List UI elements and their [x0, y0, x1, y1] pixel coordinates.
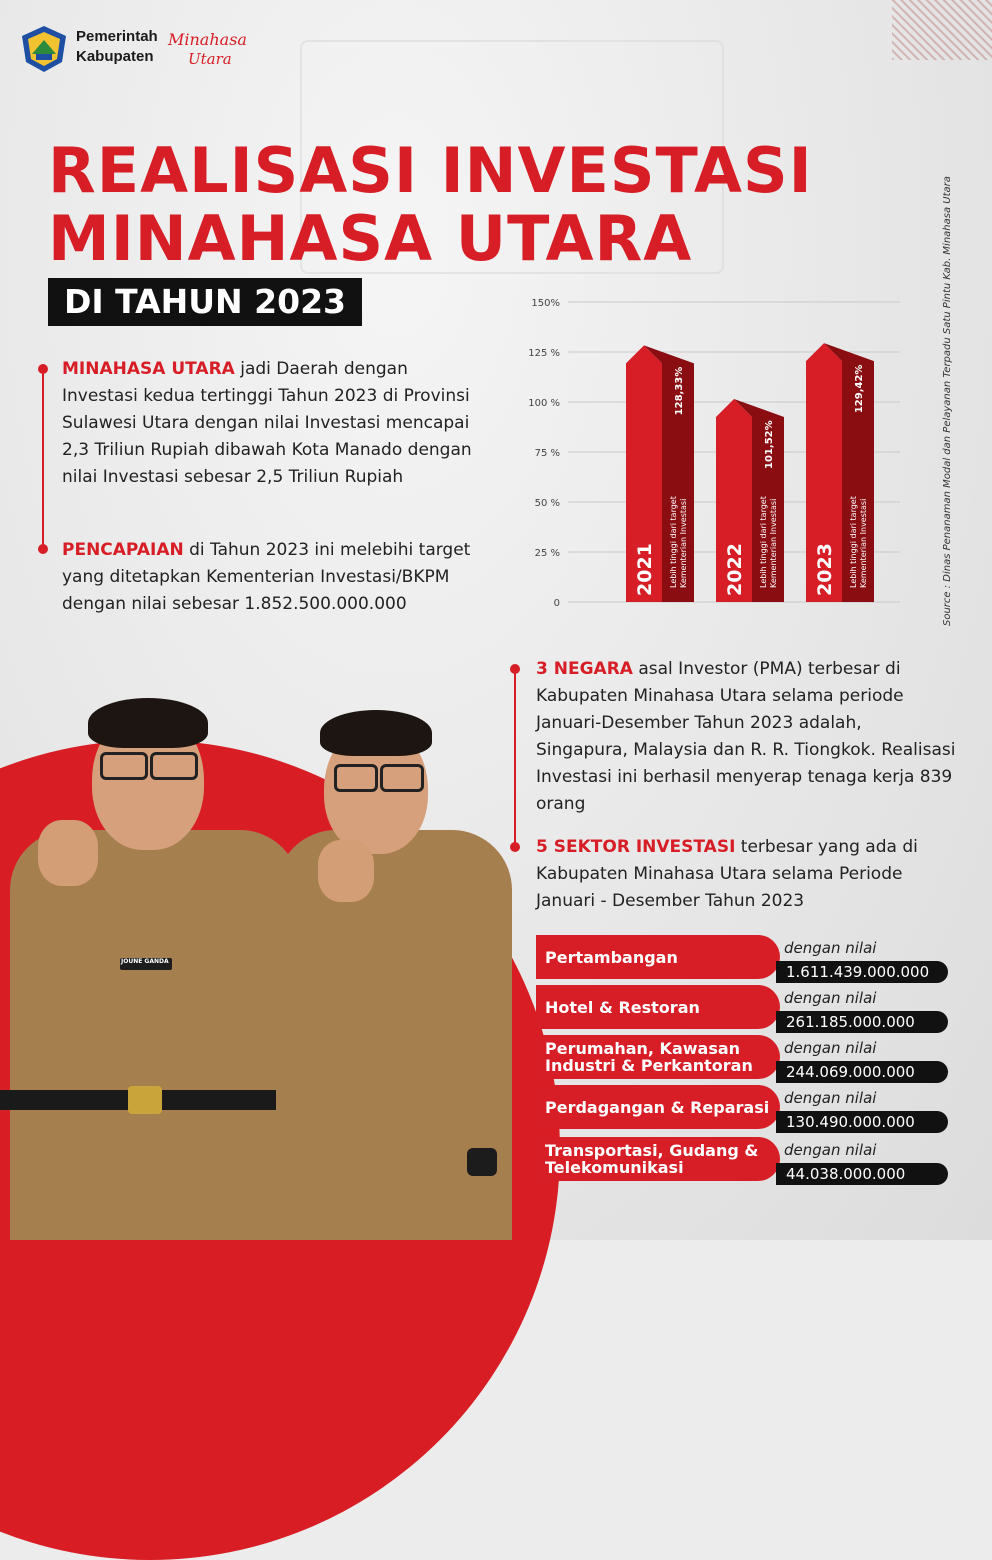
name-tag: JOUNE GANDA: [121, 958, 169, 965]
sector-row: [536, 1137, 948, 1183]
text-segment: 3 NEGARA: [536, 659, 633, 679]
logo-line1: Pemerintah: [76, 28, 158, 45]
y-tick-label: 125 %: [528, 348, 560, 359]
bar-note: Lebih tinggi dari target: [759, 496, 768, 588]
source-note: Source : Dinas Penanaman Modal dan Pelayanan Terpadu Satu Pintu Kab. Minahasa Utara: [942, 176, 953, 626]
text-segment: R. R. Tiongkok: [750, 740, 871, 760]
bullet-line: [42, 368, 44, 546]
bar-note: Lebih tinggi dari target: [849, 496, 858, 588]
text-segment: Malaysia: [633, 740, 708, 760]
bar-note: Kementerian Investasi: [859, 498, 868, 588]
text-segment: 2,5 Triliun Rupiah: [256, 467, 404, 487]
bar-value-label: 128,33%: [674, 366, 685, 416]
text-segment: MINAHASA UTARA: [62, 359, 235, 379]
bar-category-label: 2022: [724, 543, 746, 596]
sector-name: Hotel & Restoran: [536, 985, 780, 1029]
sector-value: 244.069.000.000: [776, 1061, 948, 1083]
sector-row: [536, 1085, 948, 1131]
y-tick-label: 150%: [531, 298, 560, 309]
text-segment: Kementerian Investasi/BKPM: [206, 567, 450, 587]
y-tick-label: 0: [553, 598, 560, 609]
y-tick-label: 25 %: [534, 548, 560, 559]
investor-countries-paragraph: [536, 656, 956, 818]
logo-line2: Kabupaten: [76, 48, 154, 65]
sector-name: Pertambangan: [536, 935, 780, 979]
text-segment: selama periode Januari-Desember Tahun 2023 adalah,: [536, 686, 904, 733]
title-year-badge: DI TAHUN 2023: [48, 278, 362, 326]
bar-note: Kementerian Investasi: [679, 498, 688, 588]
sector-value-label: dengan nilai: [784, 939, 877, 957]
sector-value: 261.185.000.000: [776, 1011, 948, 1033]
official-left-photo: [0, 690, 300, 1240]
text-segment: 1.852.500.000.000: [244, 594, 407, 614]
text-segment: 5 SEKTOR INVESTASI: [536, 837, 736, 857]
text-segment: PENCAPAIAN: [62, 540, 184, 560]
text-segment: asal Investor (PMA) terbesar di Kabupaten: [536, 659, 901, 706]
text-segment: ,: [622, 740, 634, 760]
sector-value: 44.038.000.000: [776, 1163, 948, 1185]
y-tick-label: 50 %: [534, 498, 560, 509]
sector-value-label: dengan nilai: [784, 1141, 877, 1159]
text-segment: Singapura: [536, 740, 623, 760]
text-segment: jadi Daerah dengan Investasi: [62, 359, 408, 406]
sector-value-label: dengan nilai: [784, 1089, 877, 1107]
text-segment: dengan nilai Investasi mencapai: [189, 413, 470, 433]
sector-value-label: dengan nilai: [784, 1039, 877, 1057]
text-segment: Sulawesi Utara: [62, 413, 189, 433]
text-segment: . Realisasi Investasi ini berhasil menyerap tenaga kerja: [536, 740, 956, 787]
logo-script-line1: Minahasa: [168, 30, 247, 49]
bar-note: Kementerian Investasi: [769, 498, 778, 588]
investment-rank-paragraph: [62, 356, 482, 491]
text-segment: 839 orang: [536, 767, 953, 814]
y-tick-label: 100 %: [528, 398, 560, 409]
bullet-dot: [38, 364, 48, 374]
target-achievement-paragraph: [62, 537, 482, 618]
title-line1: REALISASI INVESTASI: [48, 134, 813, 207]
text-segment: 2,3 Triliun Rupiah: [62, 440, 209, 460]
text-segment: dengan nilai sebesar: [62, 594, 245, 614]
bar-category-label: 2023: [814, 543, 836, 596]
bullet-line: [514, 668, 516, 846]
top-sectors-paragraph: [536, 834, 956, 915]
sector-value: 1.611.439.000.000: [776, 961, 948, 983]
bullet-dot: [510, 664, 520, 674]
title-line2: MINAHASA UTARA: [48, 202, 693, 275]
text-segment: Minahasa Utara: [633, 686, 767, 706]
bar-value-label: 129,42%: [854, 364, 865, 414]
sector-value-label: dengan nilai: [784, 989, 877, 1007]
logo-script-line2: Utara: [188, 50, 232, 68]
bar-value-label: 101,52%: [764, 420, 775, 469]
text-segment: dan: [707, 740, 751, 760]
sector-row: [536, 985, 948, 1031]
sector-value: 130.490.000.000: [776, 1111, 948, 1133]
bar-category-label: 2021: [634, 543, 656, 596]
sector-name: Perumahan, Kawasan Industri & Perkantoran: [536, 1035, 780, 1079]
text-segment: terbesar yang ada di Kabupaten Minahasa Utara selama Periode Januari - Desember Tahun 2023: [536, 837, 918, 911]
sector-name: Perdagangan & Reparasi: [536, 1085, 780, 1129]
text-segment: target: [418, 540, 471, 560]
text-segment: dibawah Kota Manado dengan nilai Investasi sebesar: [62, 440, 472, 487]
bullet-dot: [38, 544, 48, 554]
decorative-motif: [892, 0, 992, 60]
text-segment: kedua tertinggi: [143, 386, 273, 406]
y-tick-label: 75 %: [534, 448, 560, 459]
bar-note: Lebih tinggi dari target: [669, 496, 678, 588]
text-segment: yang ditetapkan: [62, 567, 207, 587]
text-segment: Tahun 2023 di Provinsi: [272, 386, 470, 406]
sector-row: [536, 1035, 948, 1081]
sector-name: Transportasi, Gudang & Telekomunikasi: [536, 1137, 780, 1181]
sector-row: [536, 935, 948, 981]
regency-emblem-icon: [18, 24, 70, 74]
investment-target-chart: [520, 290, 900, 620]
text-segment: di Tahun 2023 ini melebihi: [183, 540, 419, 560]
official-right-photo: [262, 700, 512, 1240]
